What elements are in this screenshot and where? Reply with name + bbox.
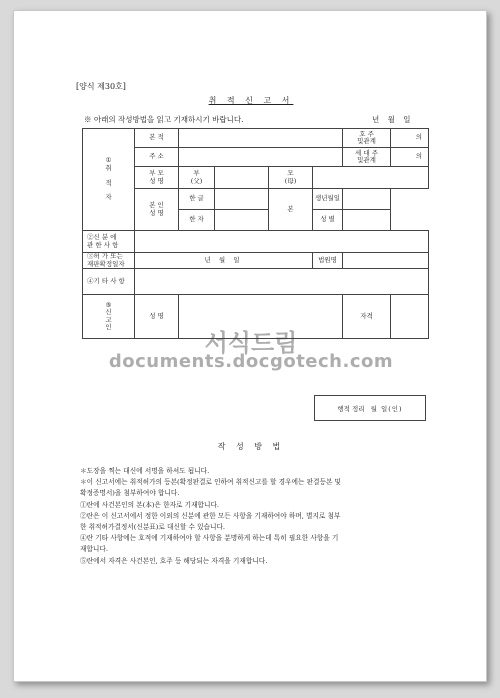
seal-date: 월 일(인) bbox=[370, 404, 403, 413]
mother-name-field[interactable] bbox=[313, 167, 429, 189]
sedaeju-field[interactable]: 의 bbox=[391, 148, 429, 167]
birth-label: 생년월일 bbox=[313, 189, 343, 210]
watermark-title: 서식드림 bbox=[204, 329, 298, 357]
mother-sub: (母) bbox=[284, 176, 297, 185]
form-title-text: 취 적 신 고 서 bbox=[208, 96, 294, 105]
guide-line: ④란 기타 사항에는 호적에 기재하여야 할 사항을 분명하게 하는데 특히 필요한 사항을 기 bbox=[80, 534, 339, 543]
guide-line: 확정증명서)을 첨부하여야 합니다. bbox=[80, 489, 180, 498]
hoju-field[interactable]: 의 bbox=[391, 129, 429, 148]
administrative-seal-box bbox=[314, 395, 426, 421]
guide-line: 재합니다. bbox=[80, 545, 108, 554]
reporter-section-label: ⑤ 신 고 인 bbox=[83, 295, 135, 339]
juso-field[interactable] bbox=[179, 148, 343, 167]
bonin-name-label: 본 인 성 명 bbox=[135, 189, 179, 231]
seal-label: 행적 정리 bbox=[337, 404, 365, 413]
guide-line: 한 취적허가결정서(신분표)로 대신할 수 있습니다. bbox=[80, 523, 226, 532]
mother-label: 모 bbox=[287, 169, 294, 178]
hanja-label: 한 자 bbox=[179, 210, 215, 231]
permission-date-label: ③허 가 또는 재판확정일자 bbox=[83, 253, 135, 269]
reporter-name-label: 성 명 bbox=[135, 295, 179, 339]
sedaeju-label: 세 대 주 및관계 bbox=[343, 148, 391, 167]
birth-field[interactable] bbox=[343, 189, 391, 210]
bonjeok-field[interactable] bbox=[179, 129, 343, 148]
hoju-label: 호 주 및관계 bbox=[343, 129, 391, 148]
other-matters-label: ④기 타 사 항 bbox=[83, 269, 135, 295]
parents-label: 부 모 성 명 bbox=[135, 167, 179, 189]
sex-field[interactable] bbox=[343, 210, 391, 231]
other-matters-field[interactable] bbox=[135, 269, 429, 295]
father-name-field[interactable] bbox=[215, 167, 269, 189]
watermark-url: documents.docgotech.com bbox=[108, 351, 394, 372]
qualification-label: 자격 bbox=[343, 295, 391, 339]
guide-line: ②란은 이 신고서에서 정한 이외의 신분에 관한 모든 사항을 기재하여야 하며, 별지로 첨부 bbox=[80, 511, 341, 520]
father-cell[interactable] bbox=[179, 167, 215, 189]
sex-label: 성 별 bbox=[313, 210, 343, 231]
juso-label: 주 소 bbox=[135, 148, 179, 167]
court-field[interactable] bbox=[343, 253, 429, 269]
bon-label: 본 bbox=[269, 189, 313, 231]
guide-text bbox=[80, 466, 430, 567]
report-date: 년 월 일 bbox=[372, 115, 414, 124]
mother-cell[interactable] bbox=[269, 167, 313, 189]
form-number: [양식 제30호] bbox=[76, 82, 126, 91]
person-section-label: ① 취 적 자 bbox=[83, 129, 135, 231]
father-sub: (父) bbox=[190, 176, 203, 185]
hangeul-name-field[interactable] bbox=[215, 189, 269, 210]
permission-date-field[interactable]: 년 월 일 bbox=[135, 253, 313, 269]
guide-line: ＊이 신고서에는 취적허가의 등본(확정판결로 인하여 취적신고를 할 경우에는 판결등본 및 bbox=[80, 478, 341, 487]
status-matters-label: ②신 분 에 관 한 사 항 bbox=[83, 231, 135, 253]
status-matters-field[interactable] bbox=[135, 231, 429, 253]
father-label: 부 bbox=[193, 169, 200, 178]
bonjeok-label: 본 적 bbox=[135, 129, 179, 148]
instruction-notice: ※ 아래의 작성방법을 읽고 기재하시기 바랍니다. bbox=[84, 115, 244, 124]
guide-line: ①란에 사건본인의 본(本)은 한자로 기재합니다. bbox=[80, 500, 220, 509]
guide-title: 작 성 방 법 bbox=[217, 442, 285, 451]
guide-line: ⑤란에서 자격은 사건본인, 호주 등 해당되는 자격을 기재합니다. bbox=[80, 556, 268, 565]
form-title bbox=[14, 95, 488, 106]
registration-form-table bbox=[82, 128, 429, 339]
court-label: 법원명 bbox=[313, 253, 343, 269]
document-page bbox=[13, 10, 487, 682]
hangeul-label: 한 글 bbox=[179, 189, 215, 210]
guide-line: ＊도장을 찍는 대신에 서명을 하셔도 됩니다. bbox=[80, 467, 210, 475]
hanja-name-field[interactable] bbox=[215, 210, 269, 231]
